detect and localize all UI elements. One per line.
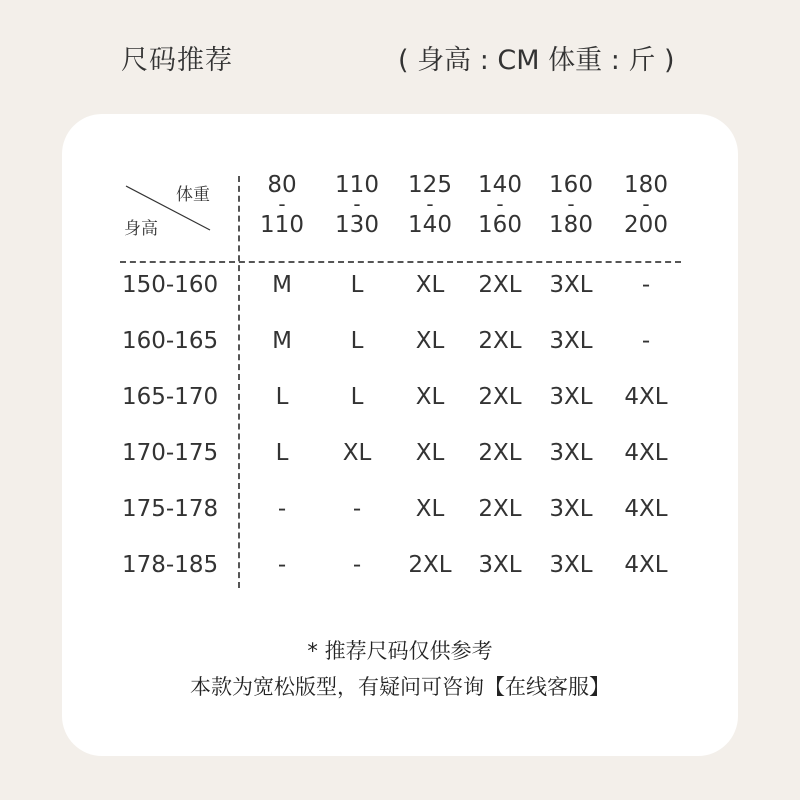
weight-range-top: 140	[478, 172, 522, 198]
weight-column-header	[242, 172, 322, 238]
weight-range-bottom: 160	[478, 212, 522, 238]
size-cell: L	[275, 384, 289, 410]
weight-range-dash: -	[426, 192, 434, 216]
size-cell: -	[641, 328, 651, 354]
size-cell: 3XL	[549, 496, 593, 522]
weight-column-header	[390, 172, 470, 238]
size-cell: 2XL	[478, 496, 522, 522]
weight-range-bottom: 140	[408, 212, 452, 238]
size-cell: XL	[342, 440, 372, 466]
size-cell: -	[352, 552, 362, 578]
corner-weight-label: 体重	[176, 185, 210, 205]
height-range-label: 160-165	[122, 328, 219, 354]
size-cell: 3XL	[549, 440, 593, 466]
size-cell: L	[350, 272, 364, 298]
size-cell: L	[350, 328, 364, 354]
weight-range-bottom: 180	[549, 212, 593, 238]
size-cell: L	[350, 384, 364, 410]
size-cell: 4XL	[624, 552, 668, 578]
size-cell: -	[352, 496, 362, 522]
size-cell: 2XL	[478, 328, 522, 354]
weight-range-dash: -	[353, 192, 361, 216]
size-cell: -	[277, 496, 287, 522]
size-cell: 3XL	[478, 552, 522, 578]
size-cell: 2XL	[478, 440, 522, 466]
size-cell: 2XL	[478, 272, 522, 298]
weight-range-dash: -	[642, 192, 650, 216]
weight-range-top: 80	[267, 172, 297, 198]
size-cell: 2XL	[478, 384, 522, 410]
height-range-label: 178-185	[122, 552, 219, 578]
height-range-label: 150-160	[122, 272, 219, 298]
reference-note: * 推荐尺码仅供参考	[307, 639, 493, 663]
weight-column-header	[531, 172, 611, 238]
weight-range-dash: -	[278, 192, 286, 216]
height-range-label: 170-175	[122, 440, 219, 466]
size-cell: L	[275, 440, 289, 466]
size-cell: XL	[415, 496, 445, 522]
size-cell: 4XL	[624, 496, 668, 522]
weight-column-header	[606, 172, 686, 238]
size-cell: 2XL	[408, 552, 452, 578]
units-note: ( 身高 : CM 体重 : 斤 )	[398, 45, 675, 76]
weight-range-bottom: 130	[335, 212, 379, 238]
size-cell: 3XL	[549, 552, 593, 578]
size-cell: -	[641, 272, 651, 298]
page-title: 尺码推荐	[121, 45, 233, 76]
size-cell: M	[272, 328, 292, 354]
size-cell: 4XL	[624, 440, 668, 466]
weight-range-top: 125	[408, 172, 452, 198]
weight-range-top: 160	[549, 172, 593, 198]
weight-column-header	[317, 172, 397, 238]
size-cell: 3XL	[549, 384, 593, 410]
size-cell: 4XL	[624, 384, 668, 410]
weight-range-dash: -	[496, 192, 504, 216]
column-divider	[238, 176, 240, 588]
size-cell: XL	[415, 328, 445, 354]
size-cell: XL	[415, 384, 445, 410]
size-cell: M	[272, 272, 292, 298]
weight-range-top: 110	[335, 172, 379, 198]
weight-range-dash: -	[567, 192, 575, 216]
weight-range-bottom: 110	[260, 212, 304, 238]
size-cell: 3XL	[549, 272, 593, 298]
weight-range-top: 180	[624, 172, 668, 198]
size-cell: XL	[415, 440, 445, 466]
weight-column-header	[460, 172, 540, 238]
height-range-label: 165-170	[122, 384, 219, 410]
corner-height-label: 身高	[124, 219, 158, 239]
size-cell: -	[277, 552, 287, 578]
fit-note: 本款为宽松版型，有疑问可咨询【在线客服】	[190, 675, 610, 699]
header-divider	[120, 261, 681, 263]
size-cell: XL	[415, 272, 445, 298]
size-cell: 3XL	[549, 328, 593, 354]
table-corner-header	[124, 176, 216, 239]
weight-range-bottom: 200	[624, 212, 668, 238]
height-range-label: 175-178	[122, 496, 219, 522]
